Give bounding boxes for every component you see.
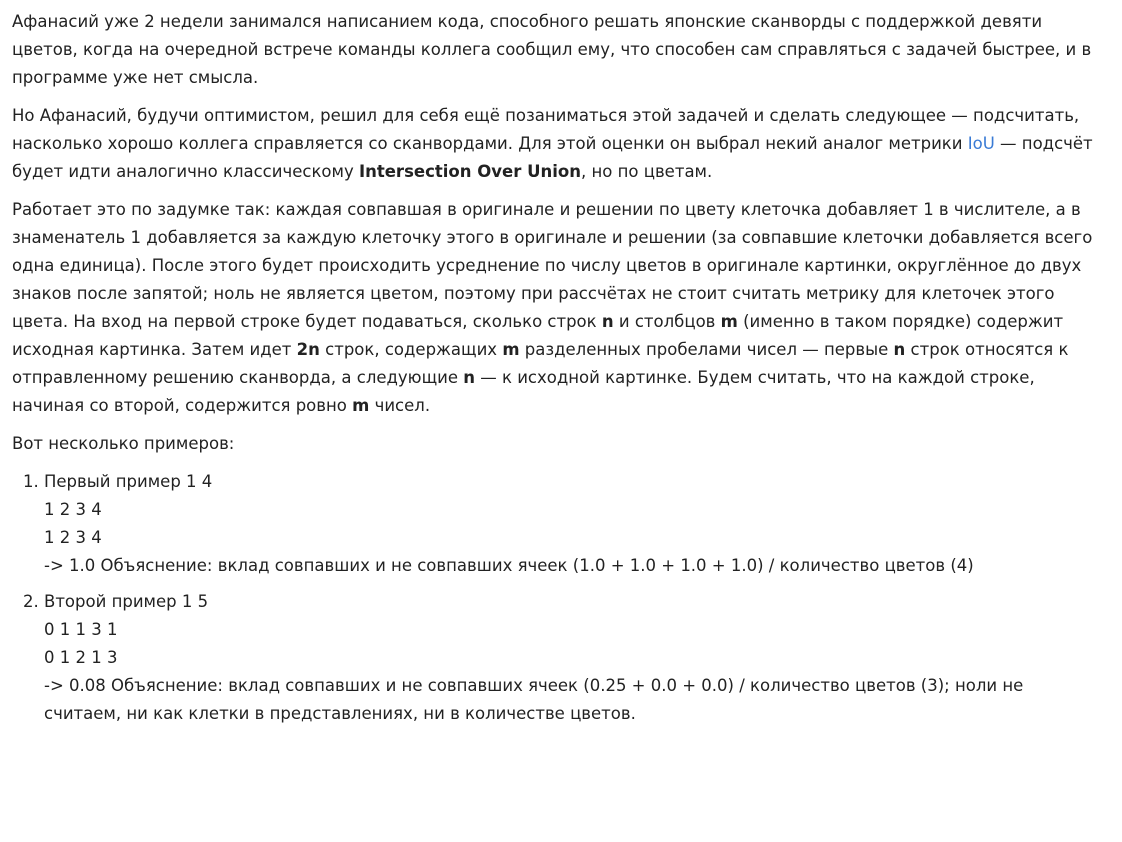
rules-text-6: строк относятся к отправленному решению сканворда, а следующие: [12, 340, 1069, 387]
example-header: 2. Второй пример 1 5: [44, 592, 209, 611]
example-original-line: 1 2 3 4: [44, 528, 102, 547]
var-m: m: [352, 396, 370, 415]
list-item: [44, 468, 1100, 580]
examples-list: [12, 468, 1100, 728]
example-result: -> 1.0 Объяснение: вклад совпавших и не совпавших ячеек (1.0 + 1.0 + 1.0 + 1.0) / количество цветов (4): [44, 556, 974, 575]
var-m: m: [502, 340, 520, 359]
rules-text-3: (именно в таком порядке) содержит исходная картинка. Затем идет: [12, 312, 1064, 359]
var-n: n: [893, 340, 906, 359]
rules-text-5: разделенных пробелами чисел — первые: [519, 340, 894, 359]
paragraph-intro: Афанасий уже 2 недели занимался написанием кода, способного решать японские сканворды с поддержкой девяти цветов, когда на очередной встрече команды коллега сообщил ему, что способен сам справляться с задачей быстрее, и в программе уже нет смысла.: [12, 12, 1092, 87]
rules-text-1: Работает это по задумке так: каждая совпавшая в оригинале и решении по цвету клеточка добавляет 1 в числителе, а в знаменатель 1 добавляется за каждую клеточку этого в оригинале и решении (за совпавшие клеточки добавляется всего одна единица). После этого будет происходить усреднение по числу цветов в оригинале картинки, округлённое до двух знаков после запятой; ноль не является цветом, поэтому при рассчётах не стоит считать метрику для клеточек этого цвета. На вход на первой строке будет подаваться, сколько строк: [12, 200, 1093, 331]
rules-text-4: строк, содержащих: [319, 340, 503, 359]
paragraph-metric: [12, 102, 1100, 186]
example-solution-line: 0 1 1 3 1: [44, 620, 118, 639]
rules-text-7: — к исходной картинке. Будем считать, что на каждой строке, начиная со второй, содержится ровно: [12, 368, 1035, 415]
paragraph-rules: [12, 196, 1100, 420]
list-item: [44, 588, 1100, 728]
paragraph-metric-text-3: , но по цветам.: [580, 162, 713, 181]
var-m: m: [720, 312, 738, 331]
iou-link[interactable]: IoU: [967, 134, 995, 153]
rules-text-8: чисел.: [369, 396, 431, 415]
var-n: n: [463, 368, 475, 387]
var-2n: 2n: [296, 340, 320, 359]
intersection-over-union-term: Intersection Over Union: [358, 162, 581, 181]
example-solution-line: 1 2 3 4: [44, 500, 102, 519]
rules-text-2: и столбцов: [613, 312, 721, 331]
example-result: -> 0.08 Объяснение: вклад совпавших и не совпавших ячеек (0.25 + 0.0 + 0.0) / количество цветов (3); ноли не считаем, ни как клетки в представлениях, ни в количестве цветов.: [44, 676, 1024, 723]
paragraph-metric-text-1: Но Афанасий, будучи оптимистом, решил для себя ещё позаниматься этой задачей и сделать следующее — подсчитать, насколько хорошо коллега справляется со сканвордами. Для этой оценки он выбрал некий аналог метрики: [12, 106, 1080, 153]
paragraph-examples-intro: Вот несколько примеров:: [12, 434, 235, 453]
var-n: n: [601, 312, 614, 331]
example-original-line: 0 1 2 1 3: [44, 648, 118, 667]
paragraph-metric-text-2: — подсчёт будет идти аналогично классическому: [12, 134, 1093, 181]
example-header: 1. Первый пример 1 4: [44, 472, 213, 491]
